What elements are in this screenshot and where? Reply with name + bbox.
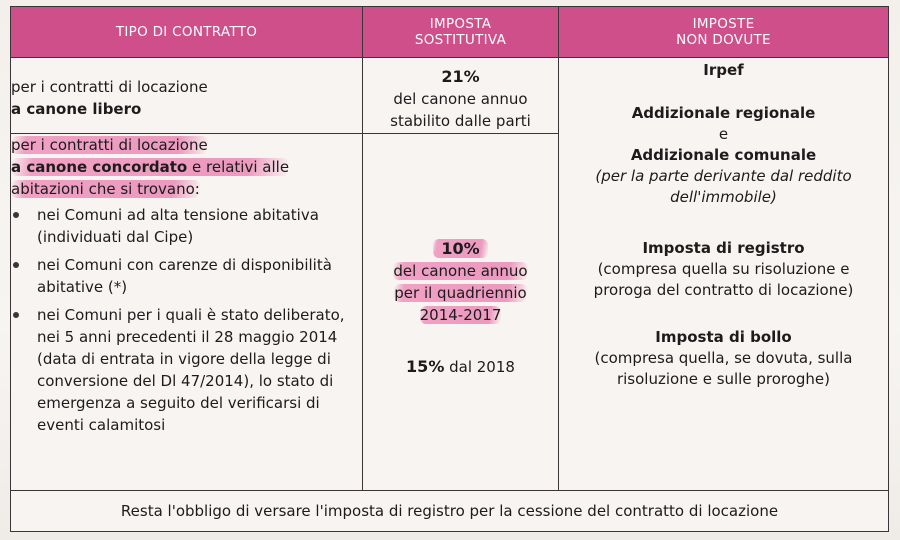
agreed-rent-type-cell: per i contratti di locazione a canone concordato e relativi alle abitazioni che si trovano: nei Comuni ad alta tensione abitativa (individuati dal Cipe) nei Comuni con carenze di disponibilità abitative (*) nei Comuni per i quali è stato deliberato, nei 5 anni precedenti il 28 maggio 2014 (data di entrata in vigore della legge di conversione del Dl 47/2014), lo stato di emergenza a seguito del verificarsi di eventi calamitosi [11, 134, 363, 491]
bullet-icon [13, 212, 19, 218]
row-free-rent [11, 58, 889, 134]
rate-from-2018: 15% [406, 357, 445, 376]
agreed-rent-rate-cell: 10% del canone annuo per il quadriennio 2014-2017 15% dal 2018 [363, 134, 559, 491]
list-item: nei Comuni ad alta tensione abitativa (individuati dal Cipe) [11, 204, 362, 248]
agreed-rent-rate: 10% [433, 239, 487, 258]
taxes-not-due-cell: Irpef Addizionale regionale e Addizionale comunale (per la parte derivante dal reddito dell'immobile) Imposta di registro (compresa quella su risoluzione e proroga del contratto di locazione) Imposta di bollo (compresa quella, se dovuta, sulla risoluzione e sulle proroghe) [559, 58, 889, 491]
header-contract-type: TIPO DI CONTRATTO [11, 7, 363, 58]
tax-table [10, 6, 889, 532]
free-rent-rate: 21% [441, 67, 480, 86]
header-taxes-not-due: IMPOSTE NON DOVUTE [559, 7, 889, 58]
header-row [11, 7, 889, 58]
regional-surtax-label: Addizionale regionale [631, 104, 816, 122]
municipality-conditions-list [11, 204, 362, 436]
header-substitute-tax: IMPOSTA SOSTITUTIVA [363, 7, 559, 58]
free-rent-rate-cell: 21% del canone annuo stabilito dalle parti [363, 58, 559, 134]
list-item: nei Comuni con carenze di disponibilità abitative (*) [11, 254, 362, 298]
list-item: nei Comuni per i quali è stato deliberato, nei 5 anni precedenti il 28 maggio 2014 (data di entrata in vigore della legge di conversione del Dl 47/2014), lo stato di emergenza a seguito del verificarsi di eventi calamitosi [11, 304, 362, 436]
irpef-label: Irpef [703, 61, 744, 79]
bullet-icon [13, 262, 19, 268]
free-rent-type-cell: per i contratti di locazione a canone libero [11, 58, 363, 134]
bullet-icon [13, 312, 19, 318]
stamp-duty-label: Imposta di bollo [655, 328, 792, 346]
footer-row [11, 491, 889, 532]
footer-note: Resta l'obbligo di versare l'imposta di registro per la cessione del contratto di locazione [11, 491, 889, 532]
registration-tax-label: Imposta di registro [642, 239, 805, 257]
municipal-surtax-label: Addizionale comunale [630, 146, 817, 164]
